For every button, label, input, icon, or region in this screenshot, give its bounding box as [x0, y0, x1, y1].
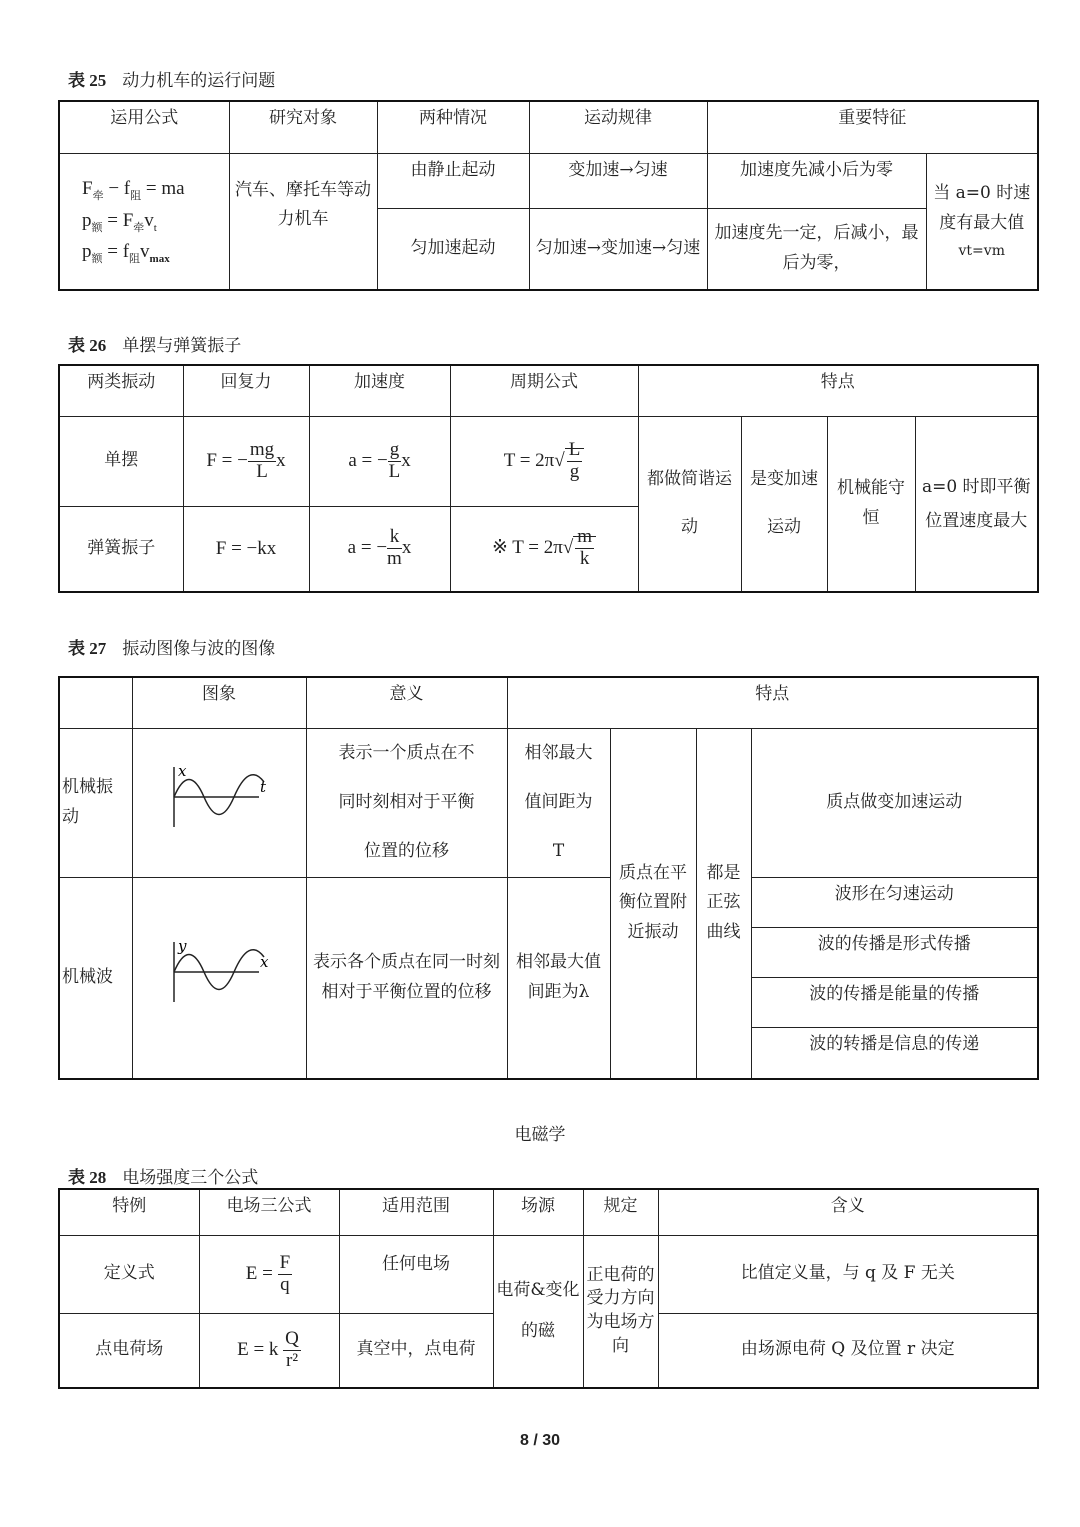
- case-cell: 由静止起动: [377, 153, 529, 208]
- header-object: 研究对象: [229, 101, 377, 153]
- source-cell: 电荷&变化的磁: [493, 1235, 583, 1388]
- table-28-caption: 表 28 电场强度三个公式: [68, 1168, 259, 1188]
- rule-cell: 正电荷的受力方向为电场方向: [583, 1235, 658, 1388]
- period-formula: ※ T = 2π√ $\frac{m}{k}$: [450, 506, 638, 592]
- header-cases: 两种情况: [377, 101, 529, 153]
- meaning-cell: 表示各个质点在同一时刻相对于平衡位置的位移: [306, 877, 507, 1079]
- distance-cell: 相邻最大值间距为λ: [507, 877, 610, 1079]
- table-28: [58, 1188, 1039, 1389]
- feature-cell: 是变加速运动: [741, 416, 827, 592]
- header: 回复力: [183, 365, 309, 416]
- meaning-cell: 比值定义量，与 q 及 F 无关: [658, 1235, 1038, 1313]
- section-title: 电磁学: [514, 1125, 566, 1145]
- row-name: 点电荷场: [59, 1313, 199, 1388]
- force-formula: F = − $\frac{mg}{L}$ x: [183, 416, 309, 506]
- feature-cell: 加速度先一定，后减小，最后为零，: [707, 208, 926, 290]
- meaning-cell: 表示一个质点在不同时刻相对于平衡位置的位移: [306, 728, 507, 877]
- header: 特点: [507, 677, 1038, 728]
- feature-cell: 波的传播是能量的传播: [751, 977, 1038, 1027]
- table-26-caption: 表 26 单摆与弹簧振子: [68, 336, 242, 356]
- header: 加速度: [309, 365, 450, 416]
- meaning-cell: 由场源电荷 Q 及位置 r 决定: [658, 1313, 1038, 1388]
- common-feature-cell: 当 a=0 时速度有最大值 vt=vm: [926, 153, 1038, 290]
- page-number: 8 / 30: [519, 1432, 561, 1449]
- svg-text:x: x: [178, 762, 187, 781]
- header-law: 运动规律: [529, 101, 707, 153]
- header: 图象: [132, 677, 306, 728]
- table-26: [58, 364, 1039, 593]
- formula-cell: $F_牵 - f_阻$ = ma $p_额 = F_牵v_t$ $p_额 = f_阻v_{max}$: [59, 153, 229, 290]
- header: 场源: [493, 1189, 583, 1235]
- row-name: 单摆: [59, 416, 183, 506]
- header: 意义: [306, 677, 507, 728]
- acc-formula: a = − $\frac{g}{L}$ x: [309, 416, 450, 506]
- header-feature: 重要特征: [707, 101, 1038, 153]
- row-name: 定义式: [59, 1235, 199, 1313]
- common-feature: 都是正弦曲线: [696, 728, 751, 1079]
- row-name: 弹簧振子: [59, 506, 183, 592]
- row-name: 机械波: [59, 877, 132, 1079]
- range-cell: 真空中，点电荷: [339, 1313, 493, 1388]
- feature-cell: 波的转播是信息的传递: [751, 1027, 1038, 1079]
- feature-cell: 都做简谐运动: [638, 416, 741, 592]
- common-feature: 质点在平衡位置附近振动: [610, 728, 696, 1079]
- law-cell: 变加速→匀速: [529, 153, 707, 208]
- header: 两类振动: [59, 365, 183, 416]
- acc-formula: a = − $\frac{k}{m}$ x: [309, 506, 450, 592]
- svg-text:t: t: [260, 778, 267, 797]
- header: 特点: [638, 365, 1038, 416]
- table-25-caption: 表 25 动力机车的运行问题: [68, 71, 276, 91]
- period-formula: T = 2π√ $\frac{L}{g}$: [450, 416, 638, 506]
- table-27-caption: 表 27 振动图像与波的图像: [68, 639, 276, 659]
- feature-cell: 机械能守恒: [827, 416, 915, 592]
- vibration-graph-icon: [132, 728, 306, 877]
- svg-text:x: x: [260, 953, 269, 972]
- feature-cell: 波的传播是形式传播: [751, 927, 1038, 977]
- force-formula: F = −kx: [183, 506, 309, 592]
- header: 特例: [59, 1189, 199, 1235]
- header: 适用范围: [339, 1189, 493, 1235]
- object-cell: 汽车、摩托车等动力机车: [229, 153, 377, 290]
- feature-cell: a=0 时即平衡位置速度最大: [915, 416, 1038, 592]
- wave-graph-icon: [132, 877, 306, 1079]
- feature-cell: 质点做变加速运动: [751, 728, 1038, 877]
- header-formula: 运用公式: [59, 101, 229, 153]
- field-formula: E = k $\frac{Q}{\text{r²}}$: [199, 1313, 339, 1388]
- distance-cell: 相邻最大值间距为T: [507, 728, 610, 877]
- table-27: [58, 676, 1039, 1080]
- table-25: [58, 100, 1039, 291]
- header: 含义: [658, 1189, 1038, 1235]
- law-cell: 匀加速→变加速→匀速: [529, 208, 707, 290]
- header: 规定: [583, 1189, 658, 1235]
- feature-cell: 加速度先减小后为零: [707, 153, 926, 208]
- range-cell: 任何电场: [339, 1235, 493, 1313]
- header: 周期公式: [450, 365, 638, 416]
- case-cell: 匀加速起动: [377, 208, 529, 290]
- field-formula: E = $\frac{F}{q}$: [199, 1235, 339, 1313]
- svg-text:y: y: [178, 937, 187, 956]
- header: 电场三公式: [199, 1189, 339, 1235]
- row-name: 机械振动: [59, 728, 132, 877]
- feature-cell: 波形在匀速运动: [751, 877, 1038, 927]
